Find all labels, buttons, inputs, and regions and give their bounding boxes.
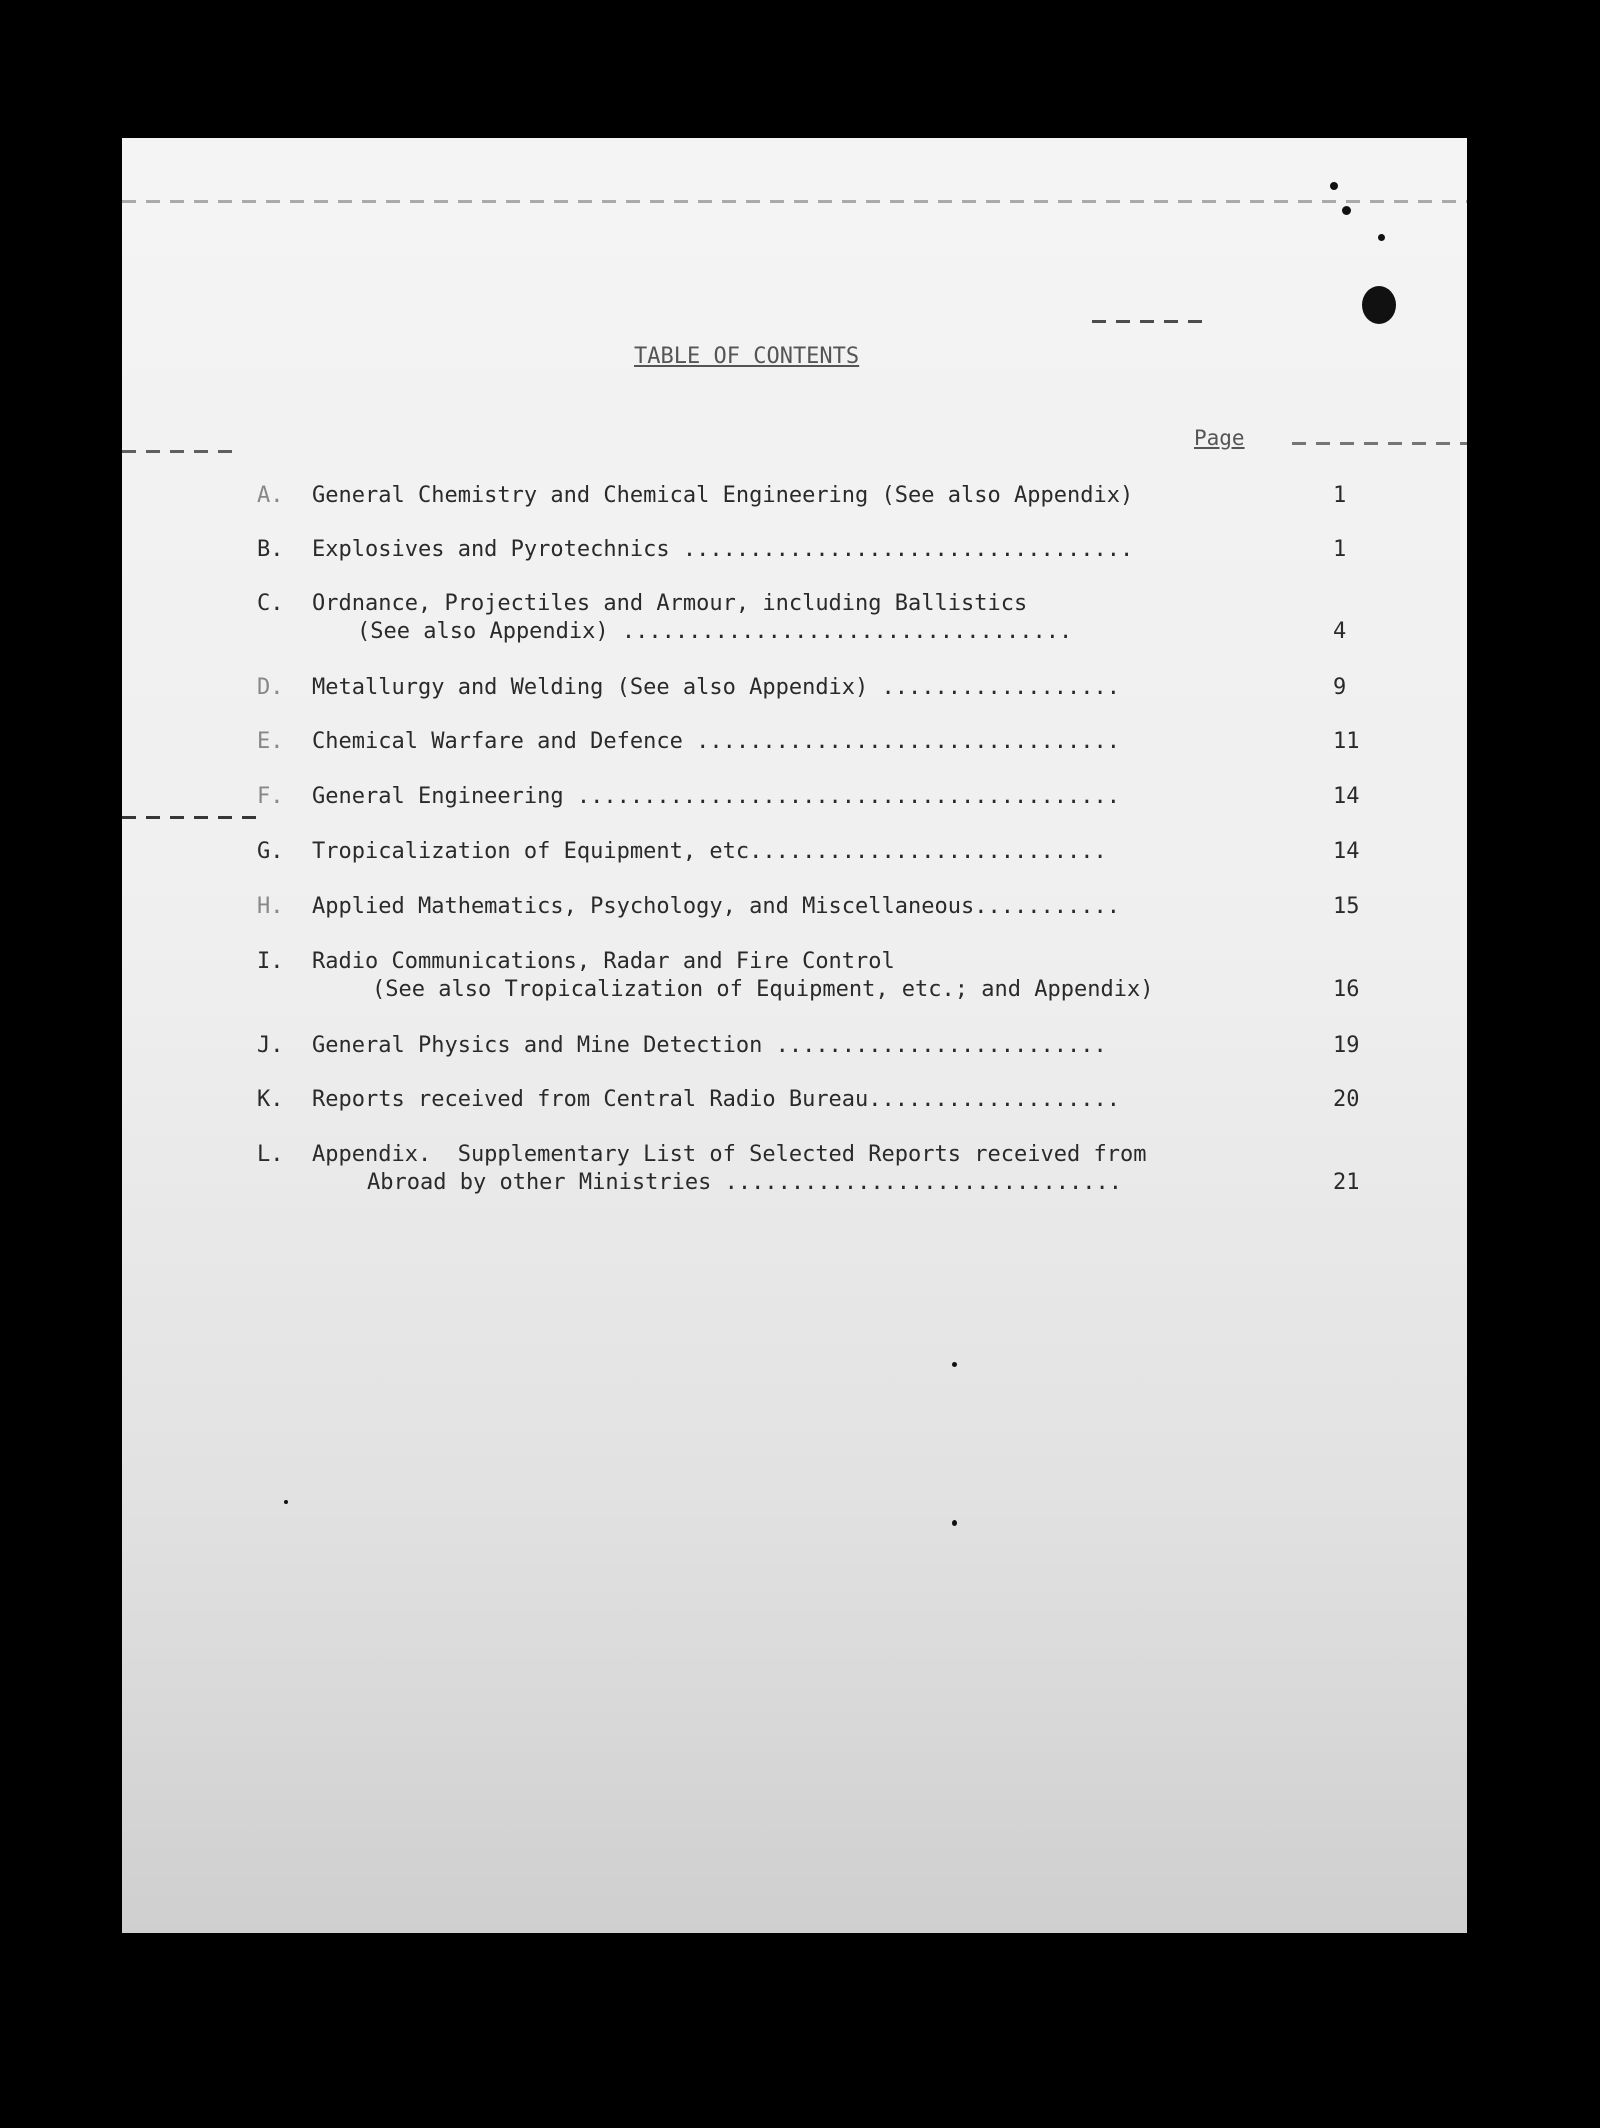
toc-entry-page: 14 xyxy=(1333,784,1360,809)
toc-entry-letter: J. xyxy=(257,1033,284,1058)
toc-entry-letter: E. xyxy=(257,729,284,754)
toc-entry-letter: C. xyxy=(257,591,284,616)
toc-entry-continuation: (See also Tropicalization of Equipment, etc.; and Appendix) xyxy=(372,977,1154,1002)
scan-artifact-dashes xyxy=(122,816,262,819)
toc-entry-title: Appendix. Supplementary List of Selected Reports received from xyxy=(312,1142,1147,1167)
scan-artifact-dashes-top xyxy=(122,200,1467,203)
toc-entry-letter: A. xyxy=(257,483,284,508)
toc-entry-letter: K. xyxy=(257,1087,284,1112)
toc-entry-title: Metallurgy and Welding (See also Appendix) .................. xyxy=(312,675,1120,700)
toc-entry-page: 4 xyxy=(1333,619,1347,644)
scan-artifact-dot xyxy=(1342,206,1351,215)
scan-artifact-dot xyxy=(952,1520,957,1526)
toc-entry-title: General Chemistry and Chemical Engineering (See also Appendix) xyxy=(312,483,1134,508)
toc-entry xyxy=(257,1141,1377,1309)
scan-artifact-dashes xyxy=(122,450,242,453)
toc-entry-title: Explosives and Pyrotechnics .................................. xyxy=(312,537,1134,562)
toc-entry-letter: H. xyxy=(257,894,284,919)
toc-entry-page: 11 xyxy=(1333,729,1360,754)
scan-artifact-dot xyxy=(284,1500,288,1504)
toc-entry-title: General Engineering ......................................... xyxy=(312,784,1120,809)
toc-entry-page: 21 xyxy=(1333,1170,1360,1195)
toc-entry-page: 20 xyxy=(1333,1087,1360,1112)
scan-artifact-dot xyxy=(1378,234,1385,241)
toc-entry-letter: B. xyxy=(257,537,284,562)
toc-entry-title: Tropicalization of Equipment, etc........................... xyxy=(312,839,1107,864)
toc-entry-title: Ordnance, Projectiles and Armour, including Ballistics xyxy=(312,591,1028,616)
scan-artifact-dot xyxy=(952,1362,957,1367)
document-page xyxy=(122,138,1467,1933)
scan-artifact-blot xyxy=(1362,286,1396,324)
toc-entry-continuation: Abroad by other Ministries .............................. xyxy=(367,1170,1122,1195)
toc-entry-page: 1 xyxy=(1333,537,1347,562)
toc-entry-page: 14 xyxy=(1333,839,1360,864)
toc-entry-title: Radio Communications, Radar and Fire Control xyxy=(312,949,895,974)
page-title: TABLE OF CONTENTS xyxy=(634,344,860,369)
page-column-header: Page xyxy=(1194,426,1245,450)
toc-entry-continuation: (See also Appendix) .................................. xyxy=(357,619,1073,644)
toc-entry-page: 9 xyxy=(1333,675,1347,700)
toc-entry-page: 19 xyxy=(1333,1033,1360,1058)
toc-entry-page: 15 xyxy=(1333,894,1360,919)
toc-entry-page: 16 xyxy=(1333,977,1360,1002)
toc-entry-letter: D. xyxy=(257,675,284,700)
toc-entry-title: Chemical Warfare and Defence ................................ xyxy=(312,729,1120,754)
toc-entry-title: Reports received from Central Radio Bureau................... xyxy=(312,1087,1120,1112)
toc-entry-title: Applied Mathematics, Psychology, and Miscellaneous........... xyxy=(312,894,1120,919)
toc-entry-letter: I. xyxy=(257,949,284,974)
toc-entry-page: 1 xyxy=(1333,483,1347,508)
scan-artifact-dot xyxy=(1330,182,1338,190)
toc-entry-letter: F. xyxy=(257,784,284,809)
scan-artifact-dashes xyxy=(1092,320,1202,323)
toc-entry-letter: G. xyxy=(257,839,284,864)
toc-entry-letter: L. xyxy=(257,1142,284,1167)
scan-artifact-dashes xyxy=(1292,442,1467,445)
toc-entry-title: General Physics and Mine Detection ......................... xyxy=(312,1033,1107,1058)
